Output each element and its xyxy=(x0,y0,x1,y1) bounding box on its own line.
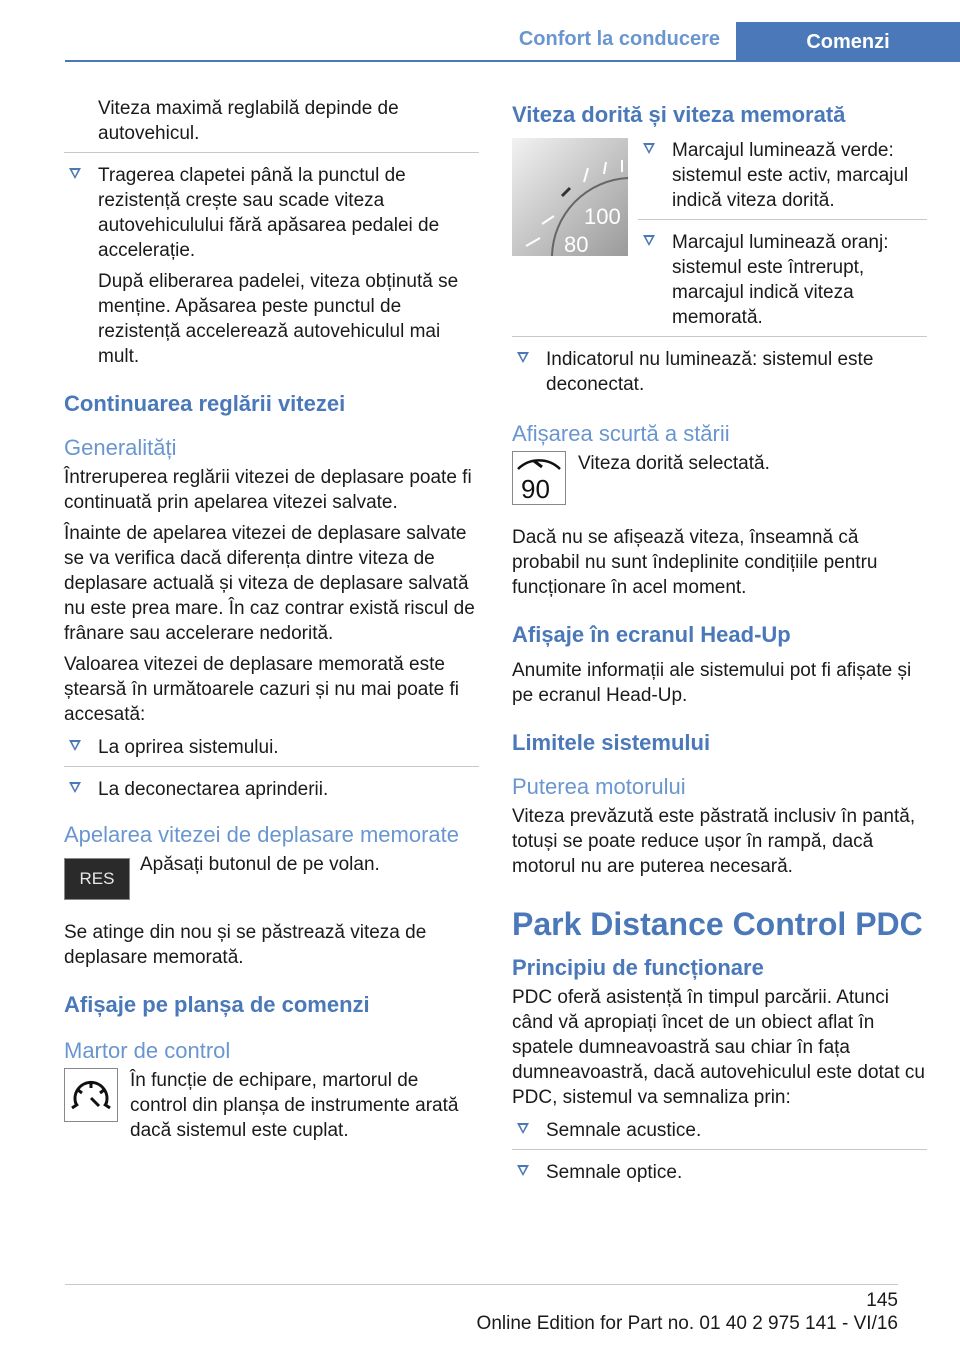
triangle-bullet-icon xyxy=(643,235,655,246)
martor-row xyxy=(64,1068,479,1143)
cruise-control-indicator-icon xyxy=(64,1068,118,1122)
page-number: 145 xyxy=(866,1290,898,1311)
triangle-bullet-icon xyxy=(69,740,81,751)
res-button-icon: RES xyxy=(64,858,130,900)
triangle-bullet-icon xyxy=(517,352,529,363)
triangle-bullet-icon xyxy=(643,143,655,154)
paragraph: Valoarea vitezei de deplasare memorată este ștearsă în următoarele cazuri și nu mai poate fi accesată: xyxy=(64,654,459,725)
triangle-bullet-icon xyxy=(517,1165,529,1176)
page-header xyxy=(65,22,960,62)
heading-limitele: Limitele sistemului xyxy=(512,730,711,755)
heading-afisaje-plansa: Afișaje pe planșa de comenzi xyxy=(64,992,370,1017)
speed-value: 90 xyxy=(521,474,550,504)
header-section-title: Confort la conducere xyxy=(518,28,720,50)
heading-martor: Martor de control xyxy=(64,1038,231,1063)
divider xyxy=(64,766,479,767)
gauge-row xyxy=(512,138,927,330)
heading-pdc: Park Distance Control PDC xyxy=(512,906,923,942)
res-row xyxy=(64,852,479,912)
res-text: Apăsați butonul de pe volan. xyxy=(140,854,380,875)
header-rule xyxy=(65,60,960,62)
heading-headup: Afișaje în ecranul Head-Up xyxy=(512,622,791,647)
heading-viteza: Viteza dorită și viteza memorată xyxy=(512,102,846,127)
divider xyxy=(64,152,479,153)
martor-text: În funcție de echipare, martorul de control din planșa de instrumente arată dacă sistemul este cuplat. xyxy=(130,1070,459,1141)
heading-principiu: Principiu de funcționare xyxy=(512,955,764,980)
intro-paragraph: Viteza maximă reglabilă depinde de autovehicul. xyxy=(98,98,399,144)
heading-puterea: Puterea motorului xyxy=(512,774,686,799)
set-speed-display-icon xyxy=(512,451,566,505)
triangle-bullet-icon xyxy=(69,168,81,179)
speed-row xyxy=(512,451,927,517)
list-item: Indicatorul nu luminează: sistemul este deconectat. xyxy=(512,347,927,397)
bullet-subparagraph: După eliberarea padelei, viteza obținută se menține. Apăsarea peste punctul de rezistență accelerează autovehiculul mai mult. xyxy=(98,271,459,367)
divider xyxy=(512,1149,927,1150)
paragraph: Viteza prevăzută este păstrată inclusiv în pantă, totuși se poate reduce ușor în rampă, dacă motorul nu are puterea necesară. xyxy=(512,806,916,877)
divider xyxy=(638,219,927,220)
triangle-bullet-icon xyxy=(517,1123,529,1134)
gauge-label-100: 100 xyxy=(584,204,621,229)
paragraph: Dacă nu se afișează viteza, înseamnă că probabil nu sunt îndeplinite condițiile pentru funcționare în acel moment. xyxy=(512,527,878,598)
header-tab: Comenzi xyxy=(736,22,960,62)
heading-afisarea: Afișarea scurtă a stării xyxy=(512,421,730,446)
heading-continuare: Continuarea reglării vitezei xyxy=(64,391,346,416)
list-item: Semnale optice. xyxy=(512,1160,927,1185)
right-column xyxy=(512,96,927,1191)
list-item: Marcajul luminează oranj: sistemul este întrerupt, marcajul indică viteza memorată. xyxy=(638,230,927,330)
speedometer-gauge-icon xyxy=(512,138,628,256)
divider xyxy=(512,336,927,337)
paragraph: Anumite informații ale sistemului pot fi afișate și pe ecranul Head-Up. xyxy=(512,660,912,706)
paragraph: PDC oferă asistență în timpul parcării. Atunci când vă apropiați încet de un obiect aflat în spatele dumneavoastră sau chiar în fața dumneavoastră, dacă autovehiculul este dotat cu PDC, sistemul va semnaliza prin: xyxy=(512,987,925,1108)
paragraph: Înainte de apelarea vitezei de deplasare salvate se va verifica dacă diferența dintre viteza de deplasare actuală și viteza de deplasare salvată nu este prea mare. În caz contrar există riscul de frânare sau accelerare nedorită. xyxy=(64,523,475,644)
heading-apelarea: Apelarea vitezei de deplasare memorate xyxy=(64,822,460,847)
footer-edition: Online Edition for Part no. 01 40 2 975 141 - VI/16 xyxy=(476,1313,898,1334)
paragraph: Întreruperea reglării vitezei de deplasare poate fi continuată prin apelarea vitezei salvate. xyxy=(64,467,472,513)
gauge-label-80: 80 xyxy=(564,232,589,256)
left-column xyxy=(64,96,479,1151)
list-item: La deconectarea aprinderii. xyxy=(64,777,479,802)
list-item: La oprirea sistemului. xyxy=(64,735,479,760)
footer-rule xyxy=(65,1284,898,1285)
list-item: Marcajul luminează verde: sistemul este activ, marcajul indică viteza dorită. xyxy=(638,138,927,213)
heading-generalitati: Generalități xyxy=(64,435,177,460)
speed-text: Viteza dorită selectată. xyxy=(578,453,770,474)
list-item: Semnale acustice. xyxy=(512,1118,927,1143)
triangle-bullet-icon xyxy=(69,782,81,793)
list-item: Tragerea clapetei până la punctul de rezistență crește sau scade viteza autovehiculului fără apăsarea pedalei de accelerație. xyxy=(64,163,479,263)
paragraph: Se atinge din nou și se păstrează viteza de deplasare memorată. xyxy=(64,922,427,968)
